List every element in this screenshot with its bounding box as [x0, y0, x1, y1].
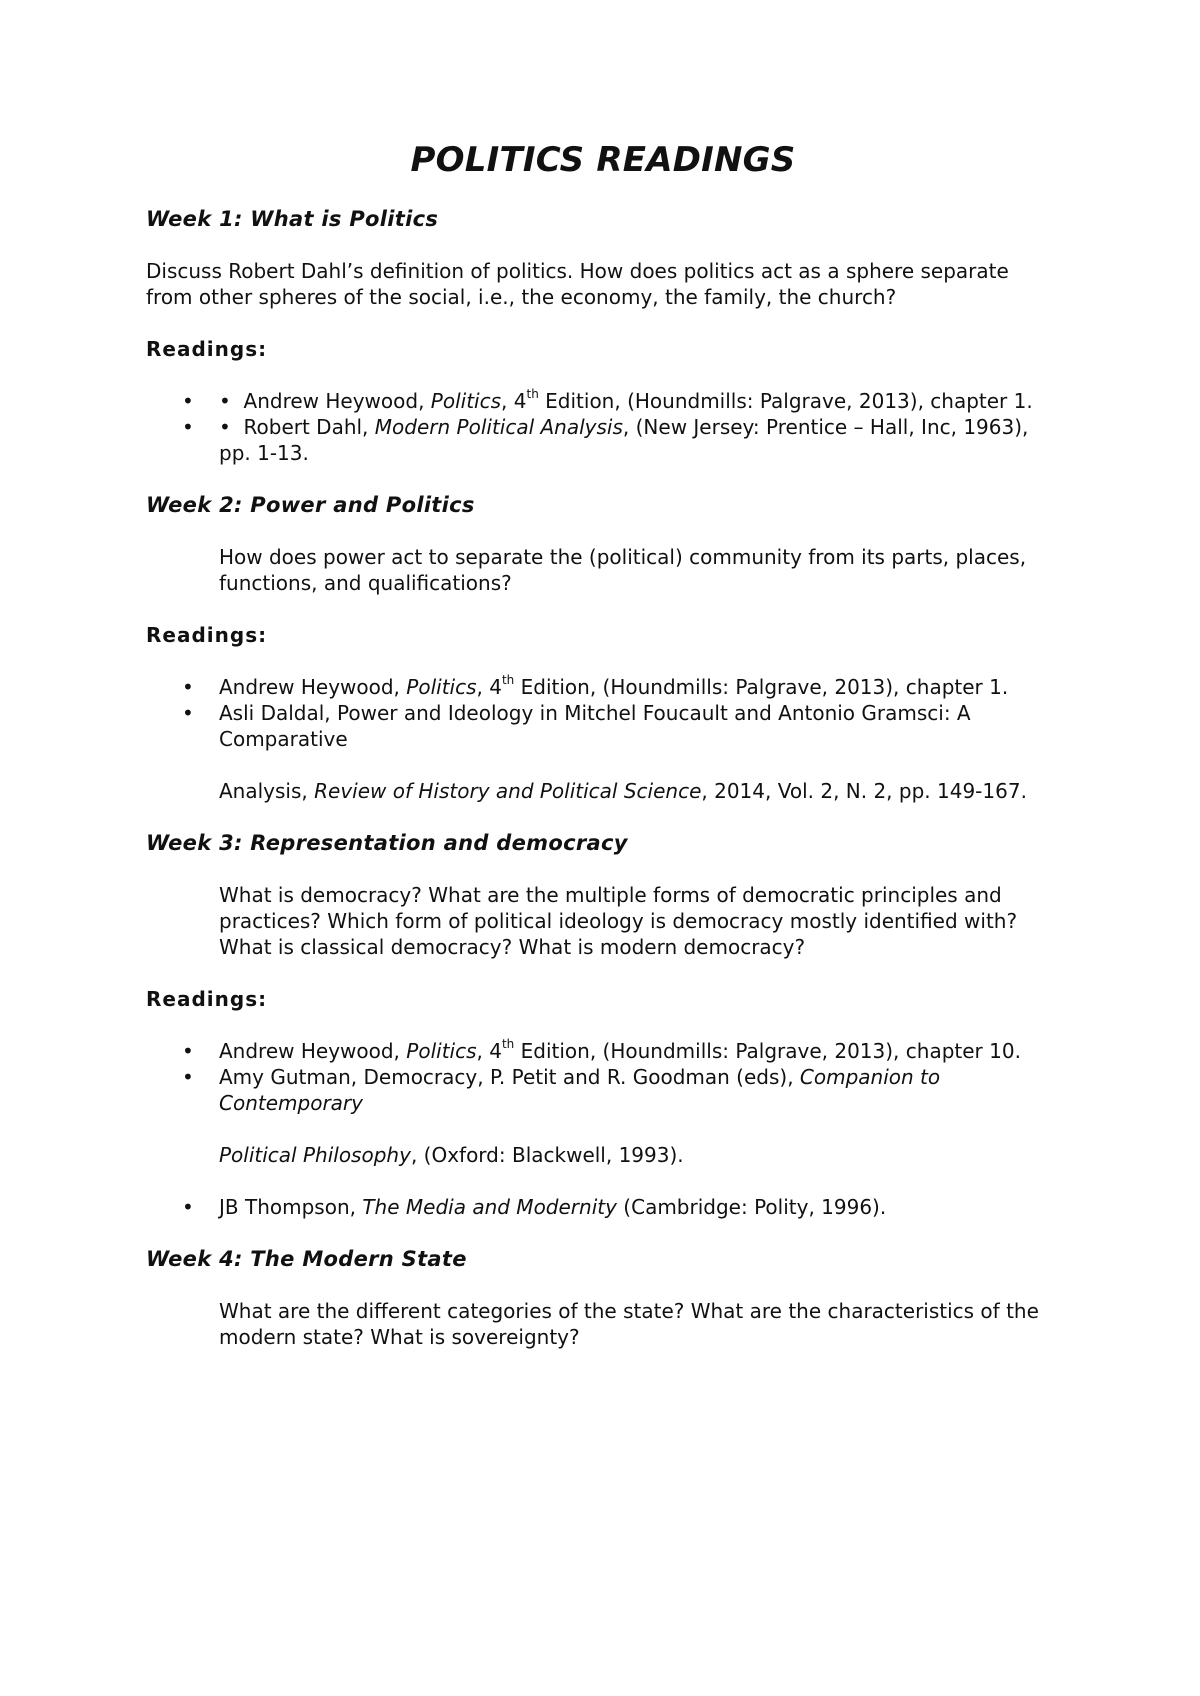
list-item — [146, 1194, 1060, 1220]
reading-edition-sup: th — [501, 1037, 515, 1052]
week-4-question: What are the different categories of the state? What are the characteristics of the modern state? What is sovereignty? — [219, 1299, 1039, 1349]
list-item — [146, 674, 1060, 700]
inner-bullet-icon: • — [219, 389, 231, 413]
bullet-icon: • — [182, 1195, 194, 1219]
list-item — [146, 1064, 1060, 1116]
reading-publisher: , (Oxford: Blackwell, 1993). — [410, 1143, 684, 1167]
bullet-icon: • — [182, 701, 194, 725]
reading-text: Asli Daldal, Power and Ideology in Mitchel Foucault and Antonio Gramsci: A Comparative — [219, 701, 971, 751]
reading-author: JB Thompson, — [219, 1195, 363, 1219]
bullet-icon: • — [182, 675, 194, 699]
week-2-readings-label: Readings: — [146, 623, 268, 647]
week-3-reading-list-continued — [146, 1194, 1060, 1220]
list-item — [146, 414, 1060, 466]
list-item — [146, 1038, 1060, 1064]
reading-publisher: Edition, (Houndmills: Palgrave, 2013), — [514, 1039, 906, 1063]
reading-text: Amy Gutman, Democracy, P. Petit and R. Goodman (eds), — [219, 1065, 800, 1089]
inner-bullet-icon: • — [219, 415, 231, 439]
reading-author: Andrew Heywood, — [243, 389, 431, 413]
week-3-reading-list — [146, 1038, 1060, 1116]
reading-text: Analysis, — [219, 779, 315, 803]
week-2-reading-list — [146, 674, 1060, 752]
list-item — [146, 700, 1060, 752]
reading-publisher: Edition, (Houndmills: Palgrave, 2013), — [514, 675, 906, 699]
reading-author: Andrew Heywood, — [219, 1039, 407, 1063]
reading-publisher: Edition, (Houndmills: Palgrave, 2013), — [538, 389, 931, 413]
reading-book-title: Politics — [406, 675, 477, 699]
week-2-question: How does power act to separate the (political) community from its parts, places, functions, and qualifications? — [219, 545, 1027, 595]
reading-book-title: The Media and Modernity — [362, 1195, 617, 1219]
bullet-icon: • — [182, 389, 194, 413]
week-1-question: Discuss Robert Dahl’s definition of politics. How does politics act as a sphere separate from other spheres of the social, i.e., the economy, the family, the church? — [146, 259, 1009, 309]
reading-book-title: Political Philosophy — [219, 1143, 411, 1167]
reading-edition: , 4 — [501, 389, 527, 413]
week-3-section — [146, 830, 1060, 1220]
week-4-section — [146, 1246, 1060, 1350]
reading-book-title: Companion to Contemporary — [219, 1065, 941, 1115]
reading-book-title: Politics — [406, 1039, 477, 1063]
week-1-heading: Week 1: What is Politics — [146, 207, 439, 231]
document-title: POLITICS READINGS — [410, 140, 796, 180]
reading-chapter: chapter 1. — [930, 389, 1033, 413]
reading-journal-title: Review of History and Political Science — [314, 779, 702, 803]
week-1-reading-list — [146, 388, 1060, 466]
reading-book-title: Modern Political Analysis — [374, 415, 623, 439]
week-2-heading: Week 2: Power and Politics — [146, 493, 475, 517]
week-1-readings-label: Readings: — [146, 337, 268, 361]
reading-chapter: chapter 10. — [905, 1039, 1021, 1063]
reading-publisher: , (New Jersey: Prentice – Hall, Inc, 1963), pp. 1-13. — [219, 415, 1029, 465]
week-3-readings-label: Readings: — [146, 987, 268, 1011]
reading-edition: , 4 — [476, 675, 502, 699]
bullet-icon: • — [182, 1039, 194, 1063]
week-3-heading: Week 3: Representation and democracy — [146, 831, 628, 855]
list-item — [146, 388, 1060, 414]
reading-chapter: chapter 1. — [905, 675, 1009, 699]
week-2-reading-continuation — [219, 778, 1060, 804]
reading-author: Robert Dahl, — [243, 415, 375, 439]
reading-book-title: Politics — [430, 389, 502, 413]
week-3-question: What is democracy? What are the multiple forms of democratic principles and practices? Which form of political ideology is democracy mostly identified with? What is classical democracy? What is modern democracy? — [219, 883, 1018, 959]
bullet-icon: • — [182, 1065, 194, 1089]
reading-author: Andrew Heywood, — [219, 675, 407, 699]
reading-publisher: (Cambridge: Polity, 1996). — [616, 1195, 887, 1219]
week-3-reading-continuation — [219, 1142, 1060, 1168]
reading-edition-sup: th — [526, 387, 539, 402]
week-1-section — [146, 206, 1060, 466]
reading-edition-sup: th — [501, 673, 515, 688]
reading-edition: , 4 — [476, 1039, 502, 1063]
reading-publisher: , 2014, Vol. 2, N. 2, pp. 149-167. — [701, 779, 1027, 803]
week-2-section — [146, 492, 1060, 804]
week-4-heading: Week 4: The Modern State — [146, 1247, 467, 1271]
bullet-icon: • — [182, 415, 194, 439]
